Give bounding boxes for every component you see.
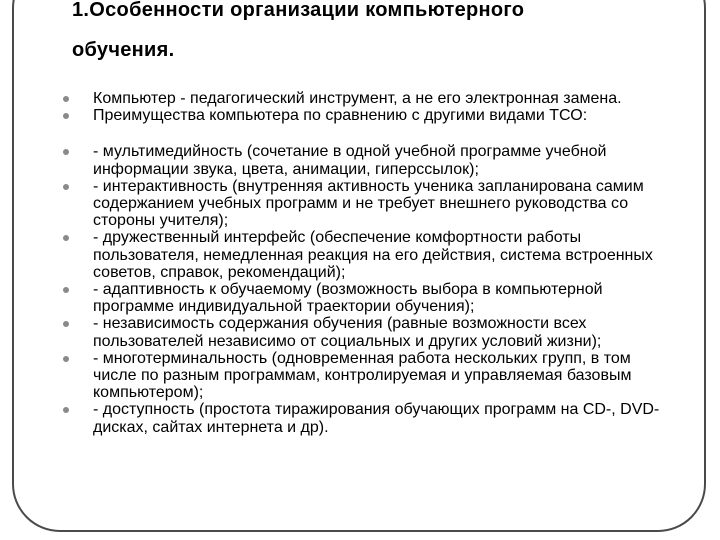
- bullet-item-accessibility: [60, 401, 660, 435]
- bullet-dot-icon: [63, 407, 69, 413]
- bullet-list: [60, 90, 660, 436]
- bullet-item-independence: [60, 315, 660, 349]
- bullet-text: - интерактивность (внутренняя активность ученика запланирована самим содержанием учебных программ и не требует внешнего руководства со стороны учителя);: [93, 177, 644, 230]
- bullet-item-adaptivity: [60, 281, 660, 315]
- bullet-item-computer-tool: [60, 90, 660, 107]
- bullet-dot-icon: [63, 287, 69, 293]
- bullet-dot-icon: [63, 149, 69, 155]
- bullet-dot-icon: [63, 321, 69, 327]
- bullet-text: - дружественный интерфейс (обеспечение комфортности работы пользователя, немедленная реакция на его действия, система встроенных советов, справок, рекомендаций);: [93, 229, 653, 281]
- bullet-item-advantages: [60, 107, 660, 124]
- bullet-dot-icon: [63, 184, 69, 190]
- bullet-dot-icon: [63, 356, 69, 362]
- bullet-item-multimedia: [60, 143, 660, 177]
- slide-title: [72, 0, 524, 70]
- slide-title-line-1: 1.Особенности организации компьютерного: [72, 0, 525, 21]
- bullet-item-interactivity: [60, 178, 660, 230]
- bullet-text: - независимость содержания обучения (равные возможности всех пользователей независимо от социальных и других условий жизни);: [93, 315, 602, 350]
- bullet-text: - адаптивность к обучаемому (возможность выбора в компьютерной программе индивидуальной траектории обучения);: [93, 281, 603, 316]
- bullet-text: Преимущества компьютера по сравнению с другими видами ТСО:: [93, 107, 588, 125]
- bullet-item-multiterminal: [60, 350, 660, 402]
- bullet-dot-icon: [63, 235, 69, 241]
- bullet-text: - многотерминальность (одновременная работа нескольких групп, в том числе по разным программам, контролируемая и управляемая базовым компьютером);: [93, 349, 632, 402]
- bullet-text: - доступность (простота тиражирования обучающих программ на CD-, DVD-дисках, сайтах интернета и др).: [93, 401, 660, 436]
- slide-title-line-2: обучения.: [72, 39, 175, 61]
- bullet-dot-icon: [63, 113, 69, 119]
- bullet-item-friendly-interface: [60, 229, 660, 281]
- bullet-dot-icon: [63, 96, 69, 102]
- bullet-text: Компьютер - педагогический инструмент, а не его электронная замена.: [93, 90, 622, 107]
- bullet-text: - мультимедийность (сочетание в одной учебной программе учебной информации звука, цвета, анимации, гиперссылок);: [93, 143, 607, 178]
